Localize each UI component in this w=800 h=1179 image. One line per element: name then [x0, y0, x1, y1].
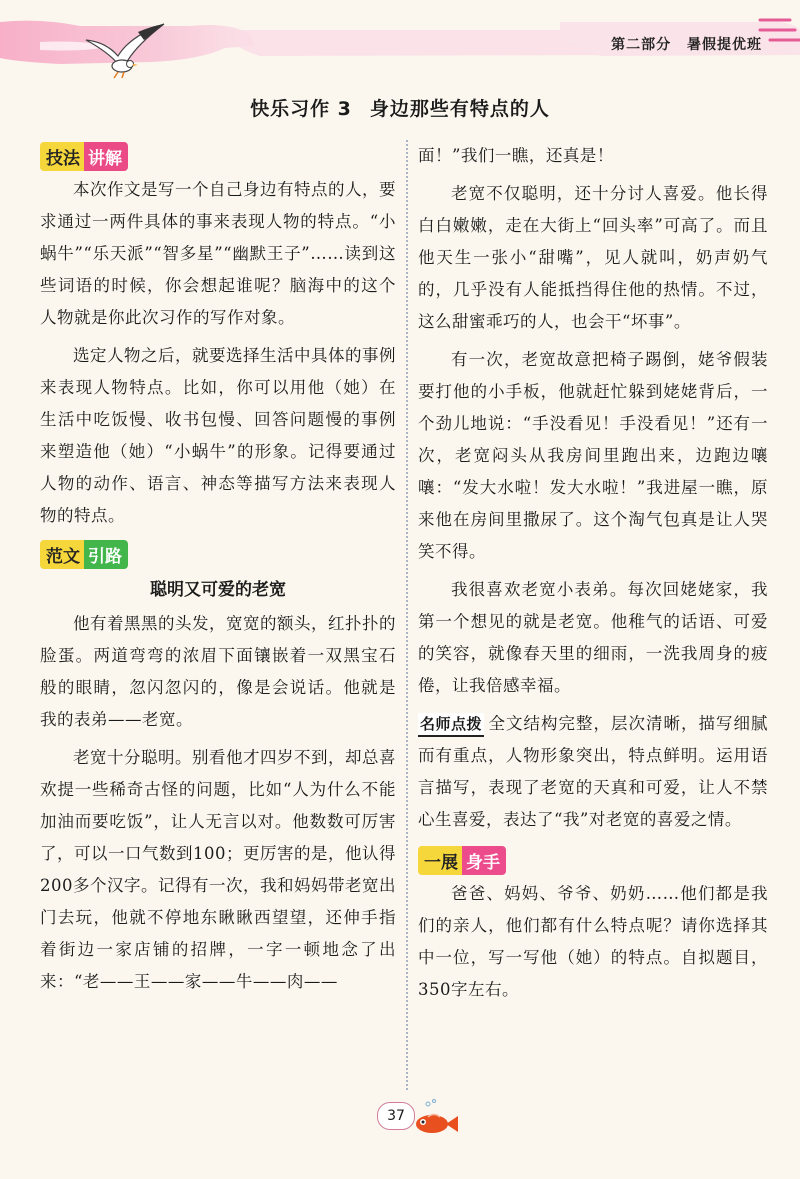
practice-paragraph: 爸爸、妈妈、爷爷、奶奶……他们都是我们的亲人，他们都有什么特点呢？请你选择其中一位，写一写他（她）的特点。自拟题目，350字左右。 — [418, 884, 768, 999]
essay-paragraph-2: 老宽十分聪明。别看他才四岁不到，却总喜欢提一些稀奇古怪的问题，比如“人为什么不能加油而要吃饭”，让人无言以对。他数数可厉害了，可以一口气数到100；更厉害的是，他认得200多个汉字。记得有一次，我和妈妈带老宽出门去玩，他就不停地东瞅瞅西望望，还伸手指着街边一家店铺的招牌，一字一顿地念了出来：“老——王——家——牛——肉—— — [40, 748, 396, 991]
teacher-comment — [418, 708, 768, 836]
practice-tag-1: 一展 — [418, 846, 462, 875]
essay-paragraph-3: 老宽不仅聪明，还十分讨人喜爱。他长得白白嫩嫩，走在大街上“回头率”可高了。而且他天生一张小“甜嘴”，见人就叫，奶声奶气的，几乎没有人能抵挡得住他的热情。不过，这么甜蜜乖巧的人，也会干“坏事”。 — [418, 184, 768, 331]
seagull-icon — [78, 22, 168, 82]
practice-tag-2: 身手 — [462, 846, 506, 875]
page-title — [0, 94, 800, 121]
essay-paragraph-5: 我很喜欢老宽小表弟。每次回姥姥家，我第一个想见的就是老宽。他稚气的话语、可爱的笑容，就像春天里的细雨，一洗我周身的疲倦，让我倍感幸福。 — [418, 580, 768, 695]
page-number: 37 — [377, 1102, 415, 1130]
title-prefix: 快乐习作 3 — [250, 98, 352, 120]
model-tag — [40, 540, 128, 568]
header-label — [601, 34, 762, 54]
technique-tag-2: 讲解 — [84, 142, 128, 171]
model-tag-2: 引路 — [84, 540, 128, 569]
technique-tag-1: 技法 — [40, 142, 84, 171]
essay-title: 聪明又可爱的老宽 — [150, 580, 286, 600]
technique-paragraph-1: 本次作文是写一个自己身边有特点的人，要求通过一两件具体的事来表现人物的特点。“小蜗牛”“乐天派”“智多星”“幽默王子”……读到这些词语的时候，你会想起谁呢？脑海中的这个人物就是你此次习作的写作对象。 — [40, 180, 396, 327]
header-part: 第二部分 — [611, 37, 672, 53]
title-main: 身边那些有特点的人 — [369, 98, 550, 120]
model-tag-1: 范文 — [40, 540, 84, 569]
technique-tag — [40, 142, 128, 170]
teacher-comment-text: 全文结构完整，层次清晰，描写细腻而有重点，人物形象突出，特点鲜明。运用语言描写，表现了老宽的天真和可爱，让人不禁心生喜爱，表达了“我”对老宽的喜爱之情。 — [418, 714, 768, 829]
left-column — [40, 140, 396, 998]
essay-paragraph-2-continued: 面！”我们一瞧，还真是！ — [418, 146, 614, 165]
teacher-tag: 名师点拨 — [418, 713, 484, 737]
fish-icon — [408, 1098, 462, 1138]
practice-tag — [418, 846, 506, 874]
technique-paragraph-2: 选定人物之后，就要选择生活中具体的事例来表现人物特点。比如，你可以用他（她）在生活中吃饭慢、收书包慢、回答问题慢的事例来塑造他（她）“小蜗牛”的形象。记得要通过人物的动作、语言、神态等描写方法来表现人物的特点。 — [40, 346, 396, 525]
header-series: 暑假提优班 — [687, 37, 762, 53]
essay-paragraph-1: 他有着黑黑的头发，宽宽的额头，红扑扑的脸蛋。两道弯弯的浓眉下面镶嵌着一双黑宝石般的眼睛，忽闪忽闪的，像是会说话。他就是我的表弟——老宽。 — [40, 614, 396, 729]
column-divider — [406, 140, 408, 1090]
essay-paragraph-4: 有一次，老宽故意把椅子踢倒，姥爷假装要打他的小手板，他就赶忙躲到姥姥背后，一个劲儿地说：“手没看见！手没看见！”还有一次，老宽闷头从我房间里跑出来，边跑边嚷嚷：“发大水啦！发大水啦！”我进屋一瞧，原来他在房间里撒尿了。这个淘气包真是让人哭笑不得。 — [418, 350, 768, 561]
right-column — [418, 140, 768, 1006]
